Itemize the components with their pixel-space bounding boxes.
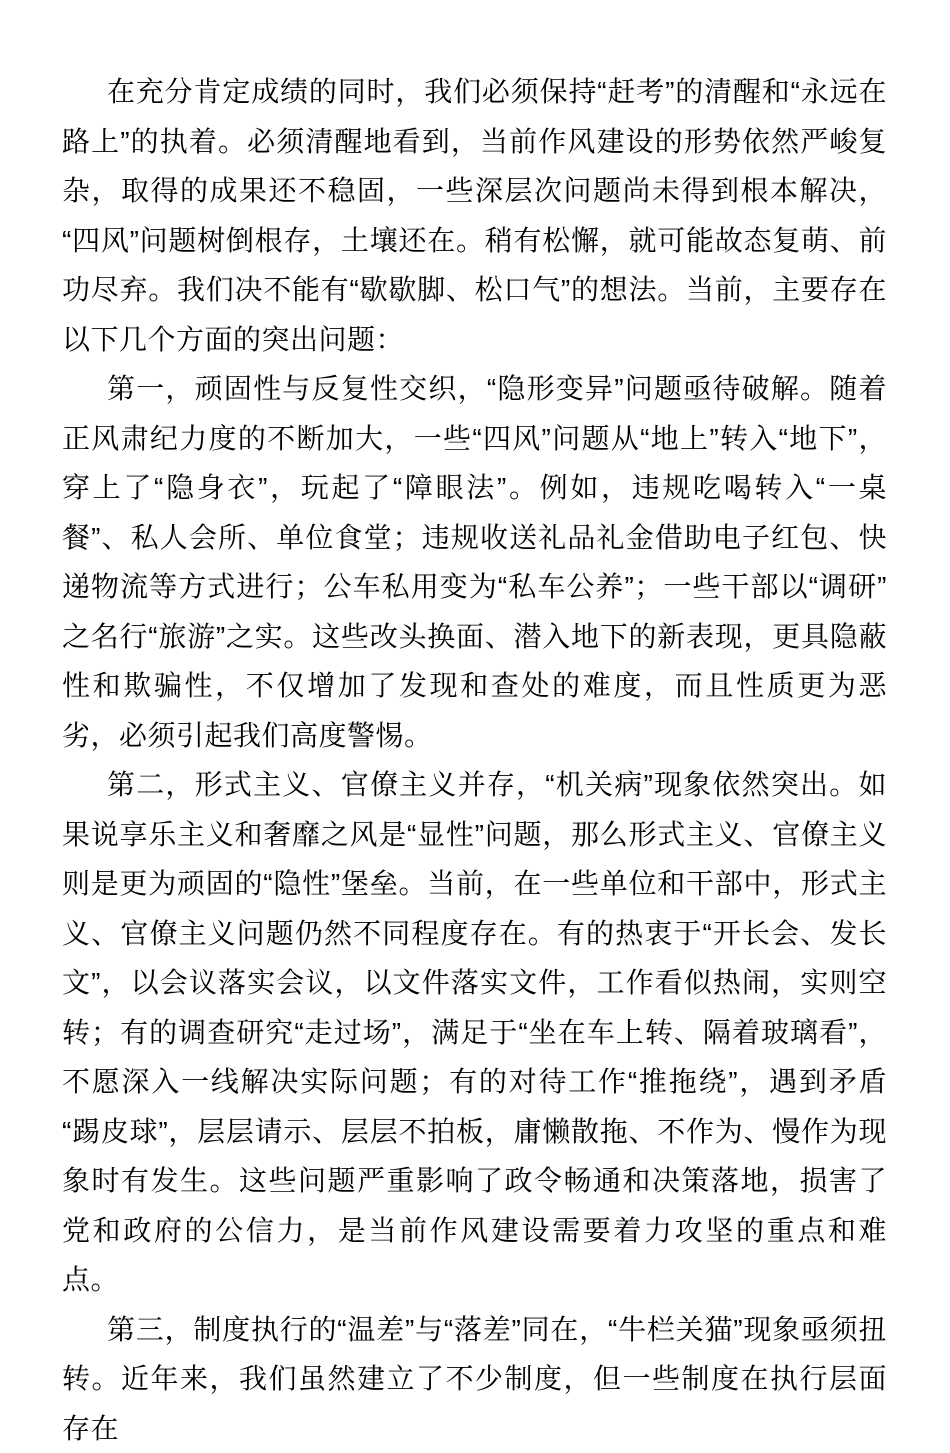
paragraph-intro: 在充分肯定成绩的同时，我们必须保持“赶考”的清醒和“永远在路上”的执着。必须清醒地看到，当前作风建设的形势依然严峻复杂，取得的成果还不稳固，一些深层次问题尚未得到根本解决，“四风”问题树倒根存，土壤还在。稍有松懈，就可能故态复萌、前功尽弃。我们决不能有“歇歇脚、松口气”的想法。当前，主要存在以下几个方面的突出问题： <box>62 67 887 364</box>
paragraph-point-3: 第三，制度执行的“温差”与“落差”同在，“牛栏关猫”现象亟须扭转。近年来，我们虽然建立了不少制度，但一些制度在执行层面存在 <box>62 1305 887 1453</box>
paragraph-point-1: 第一，顽固性与反复性交织，“隐形变异”问题亟待破解。随着正风肃纪力度的不断加大，一些“四风”问题从“地上”转入“地下”，穿上了“隐身衣”，玩起了“障眼法”。例如，违规吃喝转入“一桌餐”、私人会所、单位食堂；违规收送礼品礼金借助电子红包、快递物流等方式进行；公车私用变为“私车公养”；一些干部以“调研”之名行“旅游”之实。这些改头换面、潜入地下的新表现，更具隐蔽性和欺骗性，不仅增加了发现和查处的难度，而且性质更为恶劣，必须引起我们高度警惕。 <box>62 364 887 760</box>
paragraph-point-2: 第二，形式主义、官僚主义并存，“机关病”现象依然突出。如果说享乐主义和奢靡之风是“显性”问题，那么形式主义、官僚主义则是更为顽固的“隐性”堡垒。当前，在一些单位和干部中，形式主义、官僚主义问题仍然不同程度存在。有的热衷于“开长会、发长文”，以会议落实会议，以文件落实文件，工作看似热闹，实则空转；有的调查研究“走过场”，满足于“坐在车上转、隔着玻璃看”，不愿深入一线解决实际问题；有的对待工作“推拖绕”，遇到矛盾“踢皮球”，层层请示、层层不拍板，庸懒散拖、不作为、慢作为现象时有发生。这些问题严重影响了政令畅通和决策落地，损害了党和政府的公信力，是当前作风建设需要着力攻坚的重点和难点。 <box>62 760 887 1305</box>
